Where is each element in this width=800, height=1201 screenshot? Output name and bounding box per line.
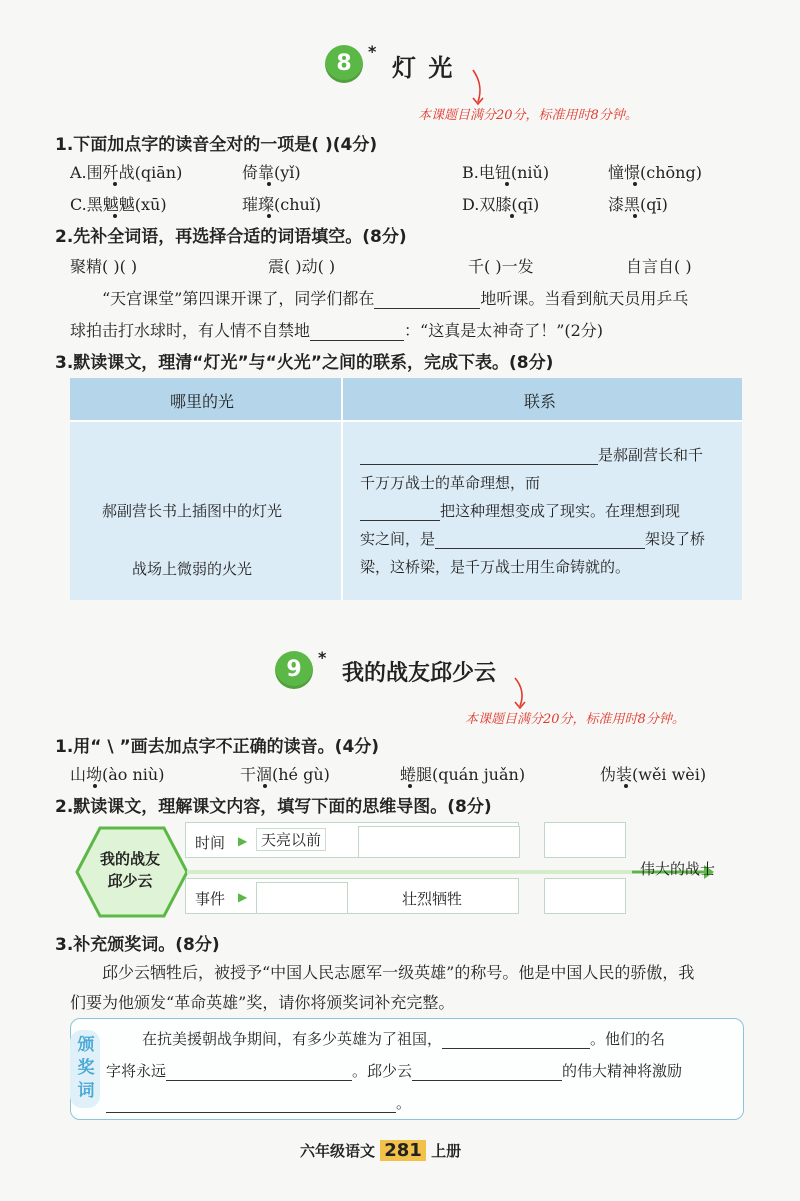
mind-map-center-line1: 我的战友 [99, 850, 160, 868]
mind-map-center [88, 848, 172, 892]
relation-line-5: 梁，这桥梁，是千万战士用生命铸就的。 [360, 558, 631, 576]
answer-blank-9[interactable] [106, 1094, 396, 1113]
relation-text-3: 把这种理想变成了现实。在理想到现 [440, 502, 681, 520]
l8-q1-prompt: 1.下面加点字的读音全对的一项是( )(4分) [55, 135, 378, 155]
relation-text-4a: 实之间，是 [360, 530, 436, 548]
l8-q1-option-b: B.电钮(niǔ) [462, 163, 550, 182]
l9-q3-intro-line2: 们要为他颁发“革命英雄”奖，请你将颁奖词补充完整。 [70, 993, 455, 1012]
table-divider [70, 420, 742, 422]
relation-text-1: 是郝副营长和千 [598, 446, 704, 464]
emphasis-dot [113, 182, 117, 186]
table-cell-fire-light: 战场上微弱的火光 [132, 560, 253, 578]
award-text-3: 。 [396, 1094, 412, 1112]
l8-q2-para2-part2: ：“这真是太神奇了！”(2分) [404, 321, 604, 340]
note-arrow-icon [470, 68, 500, 108]
answer-blank-5[interactable] [435, 530, 645, 549]
award-line-2 [106, 1060, 682, 1081]
mind-map-event-third: 壮烈牺牲 [402, 890, 463, 908]
table-header-relation: 联系 [524, 392, 557, 411]
emphasis-dot [93, 784, 97, 788]
l8-q2-para2-part1: 球拍击打水球时，有人情不自禁地 [70, 321, 311, 340]
award-text-1b: 。他们的名 [590, 1030, 666, 1048]
emphasis-dot [267, 182, 271, 186]
mind-map-event-label: 事件 [195, 890, 226, 908]
l8-q1-option-d-word2: 漆黑(qī) [608, 195, 668, 214]
l8-q1-option-b-word2: 憧憬(chōng) [608, 163, 702, 182]
emphasis-dot [633, 214, 637, 218]
l8-q2-word-3: 千( )一发 [468, 257, 534, 276]
l8-q2-para1-part2: 地听课。当看到航天员用乒乓 [480, 289, 689, 308]
arrow-right-icon: ▶ [238, 890, 248, 904]
lesson-8-number-badge: 8 [325, 45, 363, 83]
l8-q1-option-d: D.双膝(qī) [462, 195, 540, 214]
award-line-3 [106, 1092, 411, 1113]
table-divider [341, 378, 343, 600]
award-tag-char-1: 颁 [77, 1035, 95, 1055]
relation-line-4 [360, 528, 705, 549]
award-tag-char-3: 词 [77, 1081, 95, 1101]
award-tag-char-2: 奖 [77, 1058, 95, 1078]
l8-q3-prompt: 3.默读课文，理清“灯光”与“火光”之间的联系，完成下表。(8分) [55, 353, 554, 373]
emphasis-dot [505, 182, 509, 186]
lesson-9-number-badge: 9 [275, 651, 313, 689]
mind-map-blank-time-3[interactable] [544, 822, 626, 858]
mind-map-blank-time-2[interactable] [358, 826, 520, 858]
emphasis-dot [267, 214, 271, 218]
emphasis-dot [624, 784, 628, 788]
l8-q1-option-a: A.围歼战(qiān) [70, 163, 183, 182]
mind-map-blank-event-1[interactable] [256, 882, 348, 914]
footer-volume: 上册 [431, 1142, 462, 1160]
l9-q1-item-4: 伪装(wěi wèi) [600, 765, 707, 784]
relation-line-2: 千万万战士的革命理想，而 [360, 474, 541, 492]
l9-q3-intro-line1: 邱少云牺牲后，被授予“中国人民志愿军一级英雄”的称号。他是中国人民的骄傲，我 [102, 963, 695, 982]
award-text-2a: 字将永远 [106, 1062, 167, 1080]
l8-q2-paragraph-line2 [70, 318, 603, 341]
award-text-2c: 的伟大精神将激励 [562, 1062, 683, 1080]
emphasis-dot [263, 784, 267, 788]
mind-map-event-row [185, 878, 519, 914]
footer [300, 1140, 461, 1161]
relation-text-4b: 架设了桥 [645, 530, 706, 548]
l8-q2-word-1: 聚精( )( ) [70, 257, 138, 276]
note-arrow-icon [512, 676, 542, 712]
answer-blank-2[interactable] [310, 322, 404, 341]
mind-map-blank-event-3[interactable] [544, 878, 626, 914]
award-line-1 [142, 1028, 665, 1049]
mind-map-time-first: 天亮以前 [256, 828, 326, 851]
l9-q1-item-2: 干涸(hé gù) [240, 765, 330, 784]
l8-q1-option-a-word2: 倚靠(yǐ) [242, 163, 301, 182]
l8-q1-option-c-word2: 璀璨(chuǐ) [242, 195, 322, 214]
answer-blank-6[interactable] [442, 1030, 590, 1049]
lesson-9-score-note: 本课题目满分20分，标准用时8分钟。 [465, 712, 685, 727]
answer-blank-8[interactable] [412, 1062, 562, 1081]
l9-q1-prompt: 1.用“ \ ”画去加点字不正确的读音。(4分) [55, 737, 380, 757]
l8-q2-word-4: 自言自( ) [626, 257, 692, 276]
lesson-9-title: 我的战友邱少云 [342, 661, 497, 686]
l9-q3-prompt: 3.补充颁奖词。(8分) [55, 935, 220, 955]
l9-q2-prompt: 2.默读课文，理解课文内容，填写下面的思维导图。(8分) [55, 797, 492, 817]
page-number: 281 [380, 1140, 426, 1161]
lesson-9-star: * [318, 648, 327, 667]
emphasis-dot [408, 784, 412, 788]
answer-blank-3[interactable] [360, 446, 598, 465]
l8-q1-option-c: C.黑魆魆(xū) [70, 195, 167, 214]
light-relation-table [70, 378, 742, 600]
arrow-right-icon: ▶ [238, 834, 248, 848]
l8-q2-prompt: 2.先补全词语，再选择合适的词语填空。(8分) [55, 227, 407, 247]
l8-q2-word-2: 震( )动( ) [268, 257, 336, 276]
table-header-light: 哪里的光 [170, 392, 235, 411]
emphasis-dot [510, 214, 514, 218]
mind-map-result: 伟大的战士 [640, 860, 716, 878]
l9-q1-item-1: 山坳(ào niù) [70, 765, 165, 784]
emphasis-dot [633, 182, 637, 186]
lesson-8-star: * [368, 42, 377, 61]
answer-blank-1[interactable] [374, 290, 480, 309]
l8-q2-paragraph-line1 [102, 286, 688, 309]
emphasis-dot [113, 214, 117, 218]
mind-map-center-line2: 邱少云 [107, 872, 153, 890]
l8-q2-para1-part1: “天宫课堂”第四课开课了，同学们都在 [102, 289, 375, 308]
award-text-2b: 。邱少云 [352, 1062, 413, 1080]
relation-line-3 [360, 500, 680, 521]
answer-blank-4[interactable] [360, 502, 440, 521]
l9-q1-item-3: 蜷腿(quán juǎn) [400, 765, 526, 784]
mind-map-time-label: 时间 [195, 834, 226, 852]
relation-line-1 [360, 444, 703, 465]
lesson-8-score-note: 本课题目满分20分，标准用时8分钟。 [418, 108, 638, 123]
table-cell-lamp-light: 郝副营长书上插图中的灯光 [102, 502, 283, 520]
answer-blank-7[interactable] [166, 1062, 352, 1081]
award-tag-text [76, 1034, 96, 1103]
award-text-1a: 在抗美援朝战争期间，有多少英雄为了祖国， [142, 1030, 443, 1048]
lesson-8-title: 灯 光 [392, 54, 455, 82]
footer-grade: 六年级语文 [300, 1142, 376, 1160]
